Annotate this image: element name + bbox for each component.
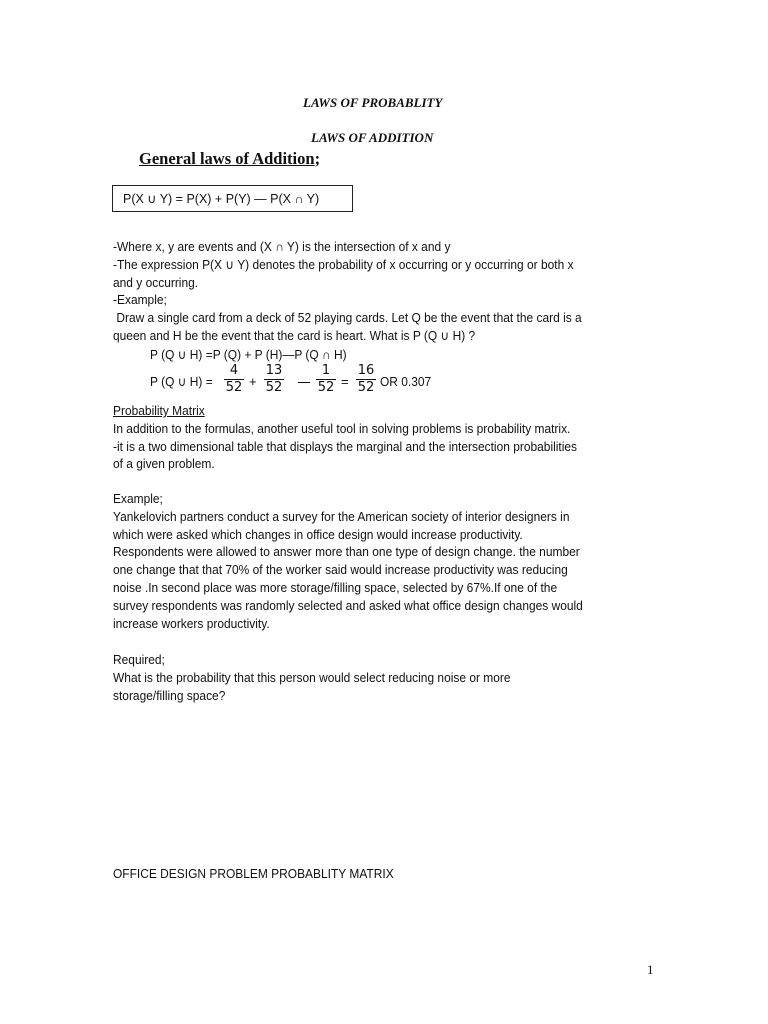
general-laws-heading	[139, 149, 320, 169]
addition-formula: P(X ∪ Y) = P(X) + P(Y) — P(X ∩ Y)	[123, 192, 320, 206]
fraction-4-52	[224, 364, 244, 395]
text-line: -The expression P(X ∪ Y) denotes the probability of x occurring or y occurring or both x	[113, 256, 574, 272]
fraction-16-52	[356, 364, 376, 395]
text-line: one change that that 70% of the worker said would increase productivity was reducing	[113, 562, 568, 578]
text-line: -it is a two dimensional table that displays the marginal and the intersection probabilities	[113, 438, 578, 454]
text-line: which were asked which changes in office design would increase productivity.	[113, 526, 523, 542]
equation-1: P (Q ∪ H) =P (Q) + P (H)—P (Q ∩ H)	[150, 347, 347, 362]
equals-sign: =	[341, 374, 349, 389]
text-line: -Where x, y are events and (X ∩ Y) is the intersection of x and y	[113, 239, 451, 254]
text-line: survey respondents was randomly selected and asked what office design changes would	[113, 597, 583, 613]
text-line: Yankelovich partners conduct a survey for the American society of interior designers in	[113, 508, 570, 524]
required-label: Required;	[113, 652, 165, 667]
office-design-matrix-title: OFFICE DESIGN PROBLEM PROBABLITY MATRIX	[113, 866, 394, 881]
fraction-1-52	[316, 364, 336, 395]
fraction-numerator: 1	[321, 363, 331, 378]
text-line: noise .In second place was more storage/filling space, selected by 67%.If one of the	[113, 579, 558, 595]
fraction-denominator: 52	[317, 380, 335, 395]
required-block	[113, 651, 656, 704]
heading-semicolon: ;	[314, 149, 321, 168]
probability-matrix-heading: Probability Matrix	[113, 403, 205, 418]
text-line: queen and H be the event that the card is heart. What is P (Q ∪ H) ?	[113, 327, 476, 343]
fraction-denominator: 52	[265, 380, 283, 395]
text-line: In addition to the formulas, another useful tool in solving problems is probability matrix.	[113, 420, 571, 436]
matrix-block	[113, 402, 656, 473]
equation-2-lhs: P (Q ∪ H) =	[150, 374, 213, 389]
document-title: LAWS OF PROBABLITY	[303, 95, 443, 110]
text-line: of a given problem.	[113, 456, 215, 472]
text-line: Respondents were allowed to answer more than one type of design change. the number	[113, 544, 580, 560]
text-line: increase workers productivity.	[113, 615, 270, 631]
matrix-title-block	[113, 865, 656, 883]
text-line: storage/filling space?	[113, 687, 226, 703]
minus-dash	[298, 382, 310, 383]
fraction-numerator: 16	[357, 363, 375, 378]
text-line: Draw a single card from a deck of 52 playing cards. Let Q be the event that the card is a	[113, 310, 582, 326]
heading-text: General laws of Addition	[139, 149, 315, 168]
fraction-denominator: 52	[357, 380, 375, 395]
fraction-denominator: 52	[225, 380, 243, 395]
equation-result: OR 0.307	[380, 374, 432, 389]
plus-sign: +	[249, 374, 257, 389]
fraction-13-52	[264, 364, 284, 395]
explanation-block	[113, 238, 656, 345]
example-label: Example;	[113, 491, 163, 506]
page-number: 1	[647, 962, 654, 977]
section-subtitle: LAWS OF ADDITION	[311, 130, 434, 145]
text-line: What is the probability that this person would select reducing noise or more	[113, 669, 511, 685]
fraction-numerator: 13	[265, 363, 283, 378]
addition-formula-box	[112, 185, 353, 212]
text-line: and y occurring.	[113, 274, 199, 290]
fraction-numerator: 4	[229, 363, 239, 378]
example-block	[113, 490, 656, 632]
text-line: -Example;	[113, 292, 167, 308]
